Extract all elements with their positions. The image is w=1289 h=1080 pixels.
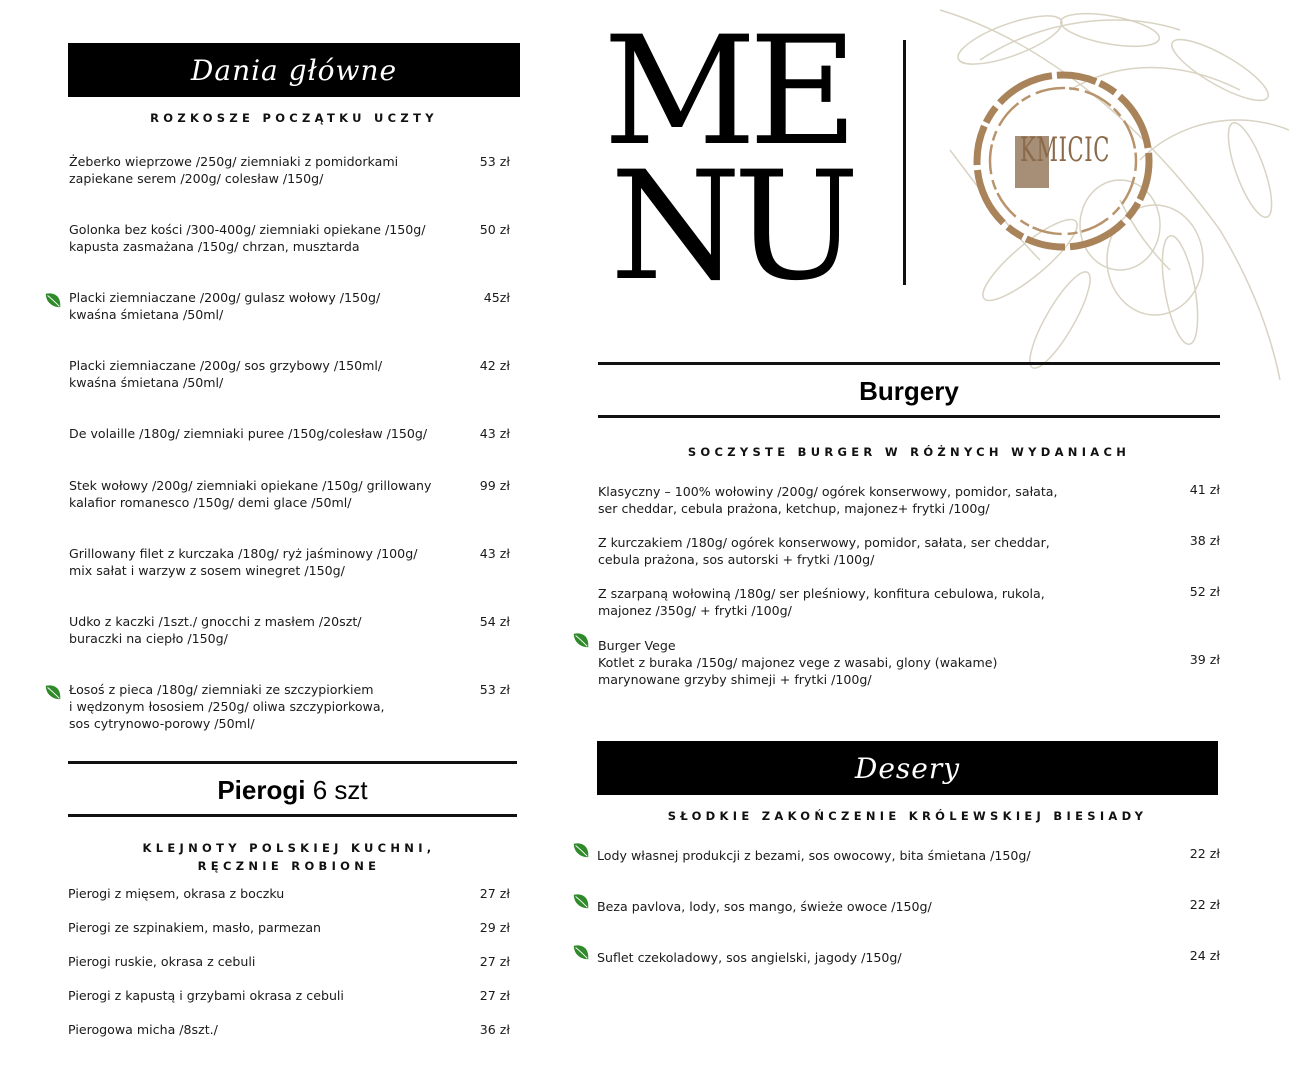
pierogi-item-name: Pierogowa micha /8szt./ [68,1022,218,1037]
dessert-item-name: Beza pavlova, lody, sos mango, świeże owoce /150g/ [597,899,932,914]
menu-item-description [69,221,426,255]
menu-item-description [69,357,382,391]
dessert-item-name: Suflet czekoladowy, sos angielski, jagody /150g/ [597,950,902,965]
menu-word-line1: ME [603,5,851,179]
menu-item-line: ser cheddar, cebula prażona, ketchup, majonez+ frytki /100g/ [598,501,990,516]
menu-word-line2: NU [610,140,852,314]
pierogi-subtitle-1: KLEJNOTY POLSKIEJ KUCHNI, [142,841,436,855]
pierogi-item [68,1022,510,1037]
pierogi-title [68,775,517,806]
menu-item-description [598,585,1045,619]
pierogi-item-name: Pierogi z kapustą i grzybami okrasa z cebuli [68,988,344,1003]
menu-item-price: 53 zł [479,154,510,169]
menu-item-description [69,153,398,187]
menu-item-price: 53 zł [479,682,510,697]
menu-item-description [598,637,997,688]
menu-item-price: 50 zł [479,222,510,237]
menu-item-line: Udko z kaczki /1szt./ gnocchi z masłem /20szt/ [69,614,362,629]
desery-subtitle: SŁODKIE ZAKOŃCZENIE KRÓLEWSKIEJ BIESIADY [667,809,1148,823]
pierogi-subtitle-2: RĘCZNIE ROBIONE [197,859,381,873]
menu-item-line: sos cytrynowo-porowy /50ml/ [69,716,255,731]
menu-item-line: mix sałat i warzyw z sosem winegret /150g/ [69,563,345,578]
kmicic-logo-text: KMICIC [1020,130,1110,170]
menu-item-line: Grillowany filet z kurczaka /180g/ ryż jaśminowy /100g/ [69,546,418,561]
vege-leaf-icon [44,291,62,309]
pierogi-item-price: 27 zł [479,954,510,969]
menu-item-line: Placki ziemniaczane /200g/ sos grzybowy /150ml/ [69,358,383,373]
pierogi-item-price: 27 zł [479,988,510,1003]
banner-title: Dania główne [190,53,398,87]
menu-item-line: kapusta zasmażana /150g/ chrzan, musztarda [69,239,360,254]
menu-item-line: i wędzonym łososiem /250g/ oliwa szczypiorkowa, [69,699,385,714]
menu-item-price: 99 zł [479,478,510,493]
menu-item-price: 42 zł [479,358,510,373]
vege-leaf-icon [572,943,590,961]
dessert-item-price: 22 zł [1189,846,1220,861]
pierogi-item-price: 36 zł [479,1022,510,1037]
menu-item-line: Stek wołowy /200g/ ziemniaki opiekane /150g/ grillowany [69,478,432,493]
menu-item-description [69,681,385,732]
burgery-top-rule [598,362,1220,365]
menu-item-line: Placki ziemniaczane /200g/ gulasz wołowy /150g/ [69,290,381,305]
menu-item-line: Klasyczny – 100% wołowiny /200g/ ogórek konserwowy, pomidor, sałata, [598,484,1058,499]
header-divider [903,40,906,285]
dessert-item-name: Lody własnej produkcji z bezami, sos owocowy, bita śmietana /150g/ [597,848,1031,863]
pierogi-item-name: Pierogi ze szpinakiem, masło, parmezan [68,920,322,935]
desery-banner-title: Desery [854,751,961,785]
pierogi-item [68,886,510,901]
menu-item-line: Z szarpaną wołowiną /180g/ ser pleśniowy, konfitura cebulowa, rukola, [598,586,1045,601]
vege-leaf-icon [572,841,590,859]
pierogi-item [68,954,510,969]
menu-item-line: cebula prażona, sos autorski + frytki /100g/ [598,552,875,567]
menu-item-line: Kotlet z buraka /150g/ majonez vege z wasabi, glony (wakame) [598,655,998,670]
menu-item-description [598,483,1058,517]
menu-item-line: Z kurczakiem /180g/ ogórek konserwowy, pomidor, sałata, ser cheddar, [598,535,1050,550]
vege-leaf-icon [44,683,62,701]
burgery-subtitle: SOCZYSTE BURGER W RÓŻNYCH WYDANIACH [687,445,1131,459]
pierogi-item [68,920,510,935]
pierogi-title-rest: 6 szt [312,775,368,805]
menu-item-line: kwaśna śmietana /50ml/ [69,307,224,322]
pierogi-title-bold: Pierogi [217,775,306,805]
vege-leaf-icon [572,892,590,910]
menu-item-line: buraczki na ciepło /150g/ [69,631,228,646]
burgery-bottom-rule [598,415,1220,418]
menu-item-description [69,613,362,647]
menu-item-line: Golonka bez kości /300-400g/ ziemniaki opiekane /150g/ [69,222,426,237]
banner-dania-glowne [68,43,520,97]
menu-item-line: kwaśna śmietana /50ml/ [69,375,224,390]
pierogi-bottom-rule [68,814,517,817]
pierogi-item-price: 27 zł [479,886,510,901]
menu-item-price: 43 zł [479,546,510,561]
menu-item-description [69,289,380,323]
menu-item-line: Żeberko wieprzowe /250g/ ziemniaki z pomidorkami [69,154,399,169]
menu-item-description [69,477,431,511]
pierogi-item [68,988,510,1003]
menu-item-line: majonez /350g/ + frytki /100g/ [598,603,792,618]
pierogi-item-price: 29 zł [479,920,510,935]
pierogi-item-name: Pierogi z mięsem, okrasa z boczku [68,886,285,901]
burgery-title-text: Burgery [859,376,959,406]
menu-item-price: 45zł [483,290,510,305]
vege-leaf-icon [572,631,590,649]
menu-item-line: zapiekane serem /200g/ colesław /150g/ [69,171,324,186]
banner-desery [597,741,1218,795]
burgery-title [598,376,1220,407]
left-subtitle: ROZKOSZE POCZĄTKU UCZTY [150,111,438,125]
menu-item-line: marynowane grzyby shimeji + frytki /100g/ [598,672,872,687]
pierogi-item-name: Pierogi ruskie, okrasa z cebuli [68,954,256,969]
menu-item-description [69,425,427,442]
menu-item-line: Burger Vege [598,638,676,653]
dessert-item-price: 22 zł [1189,897,1220,912]
menu-item-description [69,545,417,579]
menu-item-line: De volaille /180g/ ziemniaki puree /150g/colesław /150g/ [69,426,428,441]
menu-item-price: 38 zł [1189,533,1220,548]
pierogi-top-rule [68,761,517,764]
menu-item-description [598,534,1050,568]
menu-item-price: 52 zł [1189,584,1220,599]
menu-item-line: kalafior romanesco /150g/ demi glace /50ml/ [69,495,352,510]
menu-item-price: 54 zł [479,614,510,629]
menu-item-line: Łosoś z pieca /180g/ ziemniaki ze szczypiorkiem [69,682,374,697]
menu-item-price: 41 zł [1189,482,1220,497]
menu-item-price: 43 zł [479,426,510,441]
menu-item-price: 39 zł [1189,652,1220,667]
dessert-item-price: 24 zł [1189,948,1220,963]
